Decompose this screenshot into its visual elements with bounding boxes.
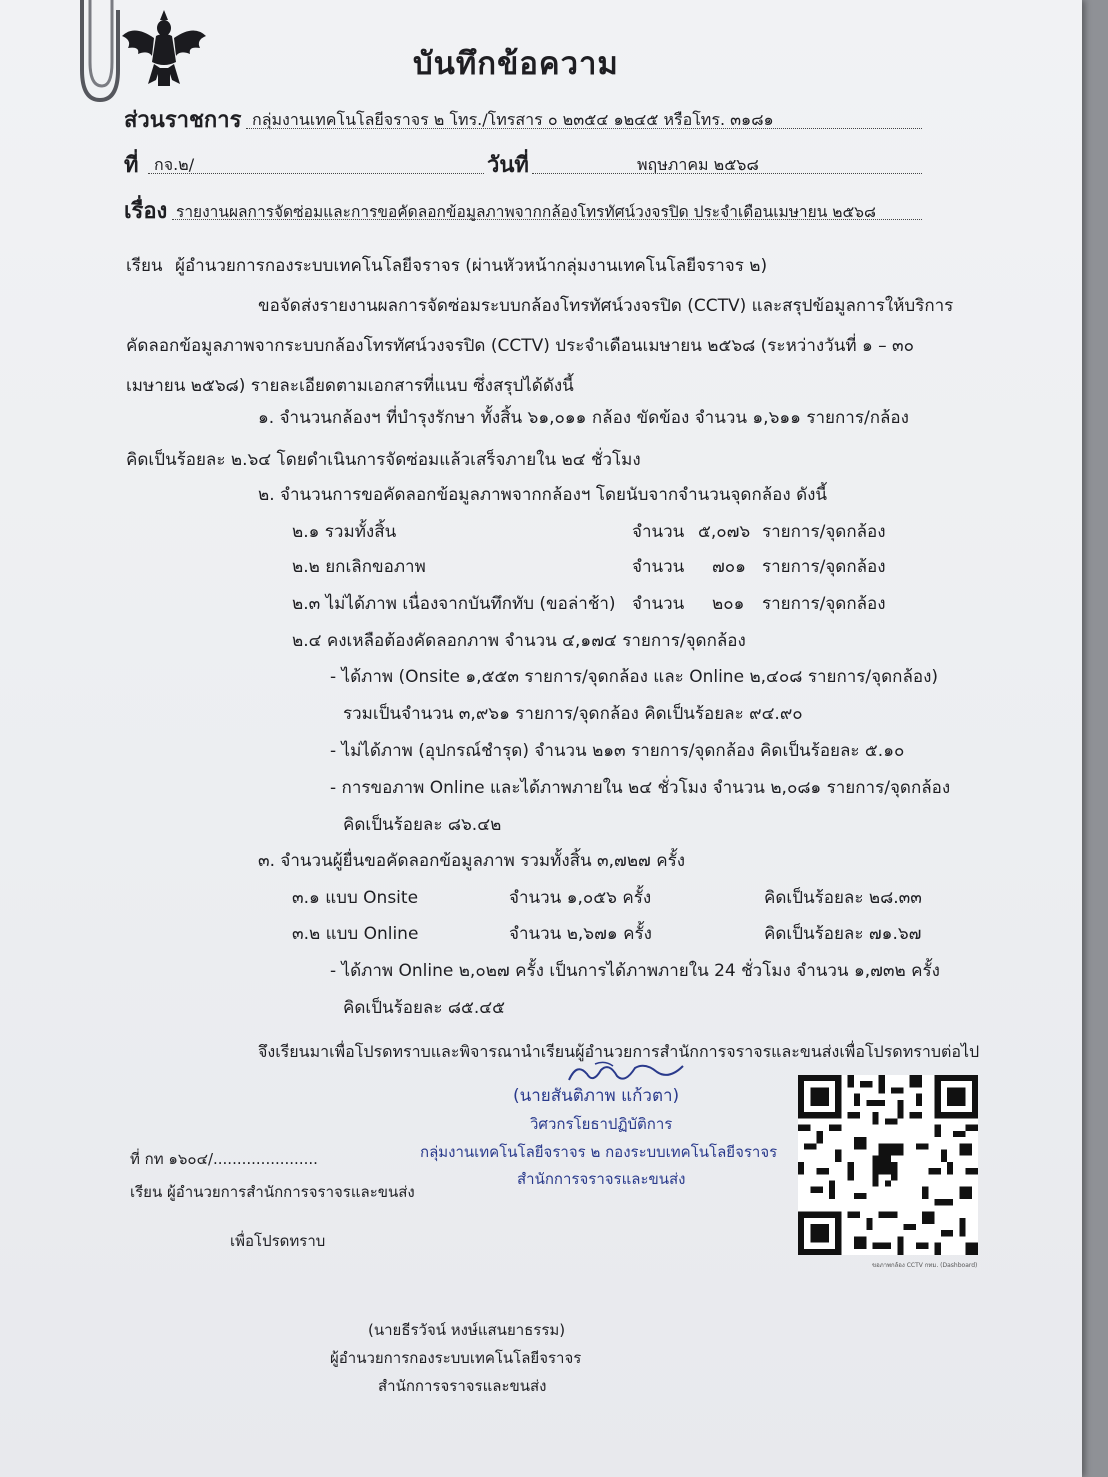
item2-3-qty: ๒๐๑ (712, 594, 745, 614)
item2-4-heading: ๒.๔ คงเหลือต้องคัดลอกภาพ จำนวน ๔,๑๗๔ รายการ/จุดกล้อง (292, 631, 746, 651)
item3-a-line-2: คิดเป็นร้อยละ ๘๕.๔๕ (343, 998, 506, 1018)
signer1-name: (นายสันติภาพ แก้วตา) (513, 1086, 680, 1106)
item2-4-a-line-1: - ได้ภาพ (Onsite ๑,๕๕๓ รายการ/จุดกล้อง และ Online ๒,๔๐๘ รายการ/จุดกล้อง) (330, 667, 939, 687)
forward-ref: ที่ กท ๑๖๐๔/...................... (130, 1150, 318, 1168)
dept-label: ส่วนราชการ (124, 108, 242, 133)
signer2-name: (นายธีรวัจน์ หงษ์แสนยาธรรม) (368, 1321, 566, 1339)
date-underline (532, 173, 922, 174)
forward-to: เรียน ผู้อำนวยการสำนักการจราจรและขนส่ง (130, 1183, 415, 1201)
item2-2-unit: รายการ/จุดกล้อง (762, 557, 886, 577)
item1-line-2: คิดเป็นร้อยละ ๒.๖๔ โดยดำเนินการจัดซ่อมแล้วเสร็จภายใน ๒๔ ชั่วโมง (126, 450, 641, 470)
garuda-emblem (118, 6, 210, 92)
item3-1-qty: จำนวน ๑,๐๕๖ ครั้ง (509, 888, 652, 908)
subject-underline (172, 219, 922, 220)
date-label: วันที่ (487, 153, 529, 178)
item2-4-c-line-1: - การขอภาพ Online และได้ภาพภายใน ๒๔ ชั่วโมง จำนวน ๒,๐๘๑ รายการ/จุดกล้อง (330, 778, 951, 798)
item2-2-qty-label: จำนวน (632, 557, 685, 577)
intro-line-3: เมษายน ๒๕๖๘) รายละเอียดตามเอกสารที่แนบ ซึ่งสรุปได้ดังนี้ (126, 376, 574, 396)
item3-1-label: ๓.๑ แบบ Onsite (292, 888, 419, 908)
item2-1-unit: รายการ/จุดกล้อง (762, 522, 886, 542)
subject-value: รายงานผลการจัดซ่อมและการขอคัดลอกข้อมูลภาพจากกล้องโทรทัศน์วงจรปิด ประจำเดือนเมษายน ๒๕๖๘ (176, 203, 876, 221)
dept-underline (246, 128, 922, 129)
item2-heading: ๒. จำนวนการขอคัดลอกข้อมูลภาพจากกล้องฯ โดยนับจากจำนวนจุดกล้อง ดังนี้ (258, 485, 828, 505)
ref-value: กจ.๒/ (154, 155, 195, 174)
intro-line-1: ขอจัดส่งรายงานผลการจัดซ่อมระบบกล้องโทรทัศน์วงจรปิด (CCTV) และสรุปข้อมูลการให้บริการ (258, 296, 954, 316)
item3-1-pct: คิดเป็นร้อยละ ๒๘.๓๓ (764, 888, 922, 908)
dept-value: กลุ่มงานเทคโนโลยีจราจร ๒ โทร./โทรสาร ๐ ๒๓๕๔ ๑๒๔๕ หรือโทร. ๓๑๘๑ (252, 110, 774, 129)
item3-a-line-1: - ได้ภาพ Online ๒,๐๒๗ ครั้ง เป็นการได้ภาพภายใน 24 ชั่วโมง จำนวน ๑,๗๓๒ ครั้ง (330, 961, 940, 981)
to-value: ผู้อำนวยการกองระบบเทคโนโลยีจราจร (ผ่านหัวหน้ากลุ่มงานเทคโนโลยีจราจร ๒) (175, 256, 768, 276)
to-label: เรียน (126, 256, 163, 276)
item2-4-b: - ไม่ได้ภาพ (อุปกรณ์ชำรุด) จำนวน ๒๑๓ รายการ/จุดกล้อง คิดเป็นร้อยละ ๕.๑๐ (330, 741, 905, 761)
date-value: พฤษภาคม ๒๕๖๘ (637, 155, 759, 174)
closing-line: จึงเรียนมาเพื่อโปรดทราบและพิจารณานำเรียนผู้อำนวยการสำนักการจราจรและขนส่งเพื่อโปรดทราบต่อไป (258, 1042, 980, 1061)
qr-caption: ขอภาพกล้อง CCTV กทม. (Dashboard) (872, 1262, 978, 1269)
item2-4-a-line-2: รวมเป็นจำนวน ๓,๙๖๑ รายการ/จุดกล้อง คิดเป็นร้อยละ ๙๔.๙๐ (343, 704, 803, 724)
ref-label: ที่ (124, 153, 139, 178)
item3-2-qty: จำนวน ๒,๖๗๑ ครั้ง (509, 924, 652, 944)
item2-1-label: ๒.๑ รวมทั้งสิ้น (292, 522, 397, 542)
signer2-office: สำนักการจราจรและขนส่ง (378, 1377, 547, 1395)
signer1-position: วิศวกรโยธาปฏิบัติการ (530, 1115, 673, 1133)
item3-heading: ๓. จำนวนผู้ยื่นขอคัดลอกข้อมูลภาพ รวมทั้งสิ้น ๓,๗๒๗ ครั้ง (258, 851, 686, 871)
item2-3-qty-label: จำนวน (632, 594, 685, 614)
memo-title: บันทึกข้อความ (413, 46, 619, 82)
qr-code[interactable] (798, 1075, 978, 1255)
subject-label: เรื่อง (124, 199, 168, 224)
ref-underline (148, 173, 484, 174)
item1-line-1: ๑. จำนวนกล้องฯ ที่บำรุงรักษา ทั้งสิ้น ๖๑,๐๑๑ กล้อง ขัดข้อง จำนวน ๑,๖๑๑ รายการ/กล้อง (258, 408, 909, 428)
signer1-unit: กลุ่มงานเทคโนโลยีจราจร ๒ กองระบบเทคโนโลยีจราจร (420, 1143, 778, 1161)
item3-2-label: ๓.๒ แบบ Online (292, 924, 419, 944)
item2-1-qty-label: จำนวน (632, 522, 685, 542)
intro-line-2: คัดลอกข้อมูลภาพจากระบบกล้องโทรทัศน์วงจรปิด (CCTV) ประจำเดือนเมษายน ๒๕๖๘ (ระหว่างวันที่ ๑ – ๓๐ (126, 336, 915, 356)
item2-3-label: ๒.๓ ไม่ได้ภาพ เนื่องจากบันทึกทับ (ขอล่าช้า) (292, 594, 616, 614)
item3-2-pct: คิดเป็นร้อยละ ๗๑.๖๗ (764, 924, 922, 944)
item2-4-c-line-2: คิดเป็นร้อยละ ๘๖.๔๒ (343, 815, 502, 835)
item2-1-qty: ๕,๐๗๖ (698, 522, 751, 542)
item2-2-qty: ๗๐๑ (712, 557, 746, 577)
signer1-office: สำนักการจราจรและขนส่ง (517, 1170, 686, 1188)
item2-2-label: ๒.๒ ยกเลิกขอภาพ (292, 557, 426, 577)
item2-3-unit: รายการ/จุดกล้อง (762, 594, 886, 614)
signer2-position: ผู้อำนวยการกองระบบเทคโนโลยีจราจร (330, 1349, 582, 1367)
forward-note: เพื่อโปรดทราบ (230, 1232, 326, 1250)
